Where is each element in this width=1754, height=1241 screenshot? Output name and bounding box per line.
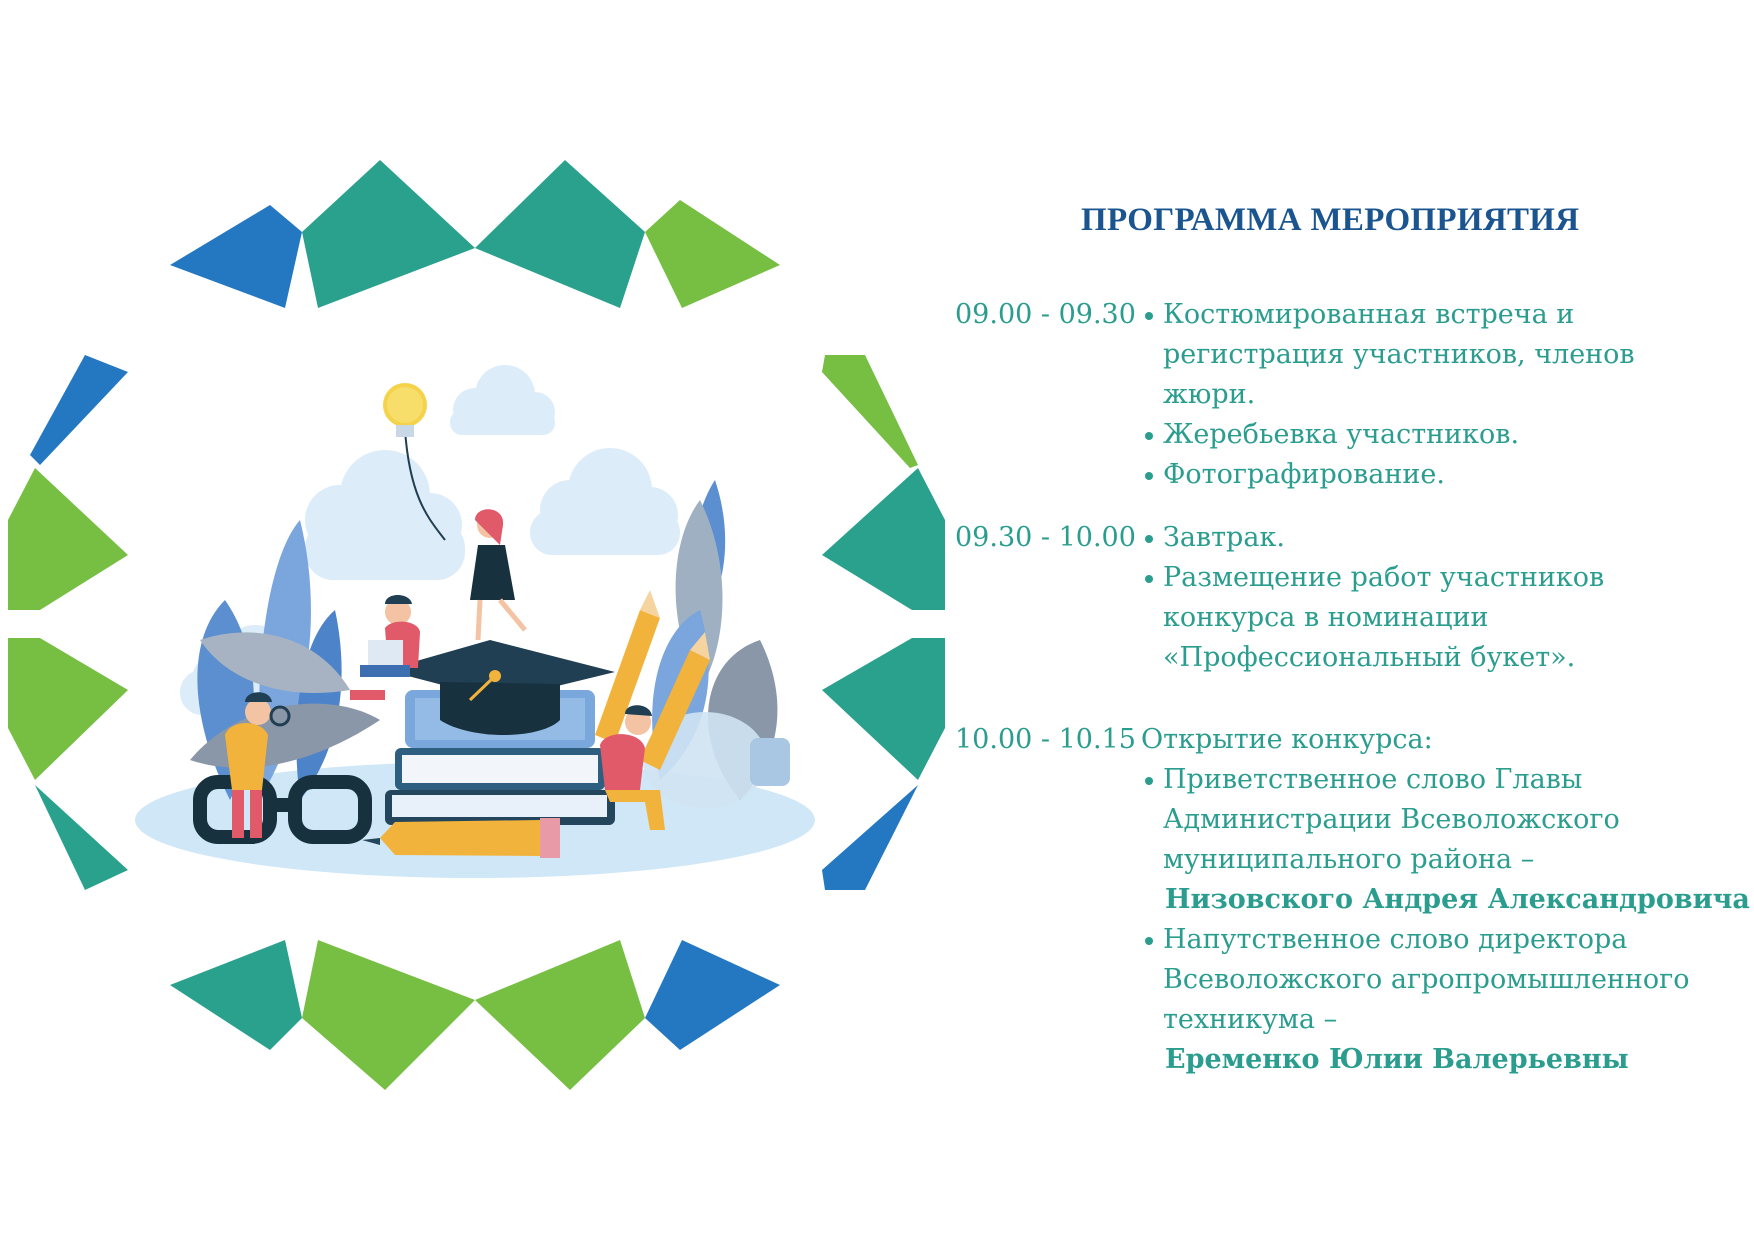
border-triangle	[645, 940, 780, 1050]
cloud-icon	[530, 448, 680, 555]
slot-time: 10.00 - 10.15	[955, 724, 1136, 755]
border-triangle	[822, 355, 918, 468]
item-text: техникума –	[1163, 1004, 1338, 1035]
item-text: конкурса в номинации	[1163, 602, 1489, 633]
border-triangle	[822, 638, 945, 780]
person-with-laptop	[350, 595, 420, 700]
slot-items	[1141, 720, 1750, 1080]
speaker-name: Низовского Андрея Александровича	[1165, 884, 1750, 915]
bullet-icon	[1145, 575, 1153, 583]
border-triangle	[8, 638, 128, 780]
border-triangle	[475, 940, 645, 1090]
bullet-icon	[1145, 777, 1153, 785]
slot-items	[1141, 295, 1741, 495]
bullet-icon	[1145, 472, 1153, 480]
border-triangle	[170, 205, 302, 308]
item-text: Завтрак.	[1163, 522, 1285, 553]
slot-items	[1141, 518, 1741, 678]
item-text: Жеребьевка участников.	[1163, 419, 1520, 450]
border-triangle	[302, 160, 475, 308]
lightbulb-icon	[387, 387, 423, 423]
program-title: ПРОГРАММА МЕРОПРИЯТИЯ	[1081, 202, 1580, 238]
border-triangle	[30, 355, 128, 465]
item-text: муниципального района –	[1163, 844, 1535, 875]
list-item	[1141, 920, 1741, 1080]
item-text: жюри.	[1163, 379, 1256, 410]
border-triangle	[170, 940, 302, 1050]
item-text: Фотографирование.	[1163, 459, 1445, 490]
item-text: «Профессиональный букет».	[1163, 642, 1576, 673]
border-triangle	[475, 160, 645, 308]
list-item	[1141, 558, 1741, 678]
list-item	[1141, 415, 1741, 455]
item-text: Костюмированная встреча и	[1163, 299, 1575, 330]
list-item	[1141, 518, 1741, 558]
item-text: Приветственное слово Главы	[1163, 764, 1583, 795]
item-text: Администрации Всеволожского	[1163, 804, 1620, 835]
border-triangle	[35, 785, 128, 890]
slot-heading: Открытие конкурса:	[1141, 724, 1433, 755]
cloud-icon	[305, 450, 465, 580]
bullet-icon	[1145, 937, 1153, 945]
border-triangle	[822, 785, 918, 890]
list-item	[1141, 295, 1741, 415]
cloud-icon	[450, 365, 555, 435]
bullet-icon	[1145, 535, 1153, 543]
item-text: регистрация участников, членов	[1163, 339, 1635, 370]
border-triangle	[8, 468, 128, 610]
item-text: Напутственное слово директора	[1163, 924, 1628, 955]
bullet-icon	[1145, 312, 1153, 320]
list-item	[1141, 760, 1750, 920]
border-triangle	[822, 468, 945, 610]
item-text: Всеволожского агропромышленного	[1163, 964, 1690, 995]
item-text: Размещение работ участников	[1163, 562, 1605, 593]
slot-time: 09.30 - 10.00	[955, 522, 1136, 553]
border-triangle	[645, 200, 780, 308]
list-item	[1141, 455, 1741, 495]
bullet-icon	[1145, 432, 1153, 440]
speaker-name: Еременко Юлии Валерьевны	[1165, 1044, 1629, 1075]
education-illustration	[135, 365, 815, 878]
slot-time: 09.00 - 09.30	[955, 299, 1136, 330]
border-triangle	[302, 940, 475, 1090]
